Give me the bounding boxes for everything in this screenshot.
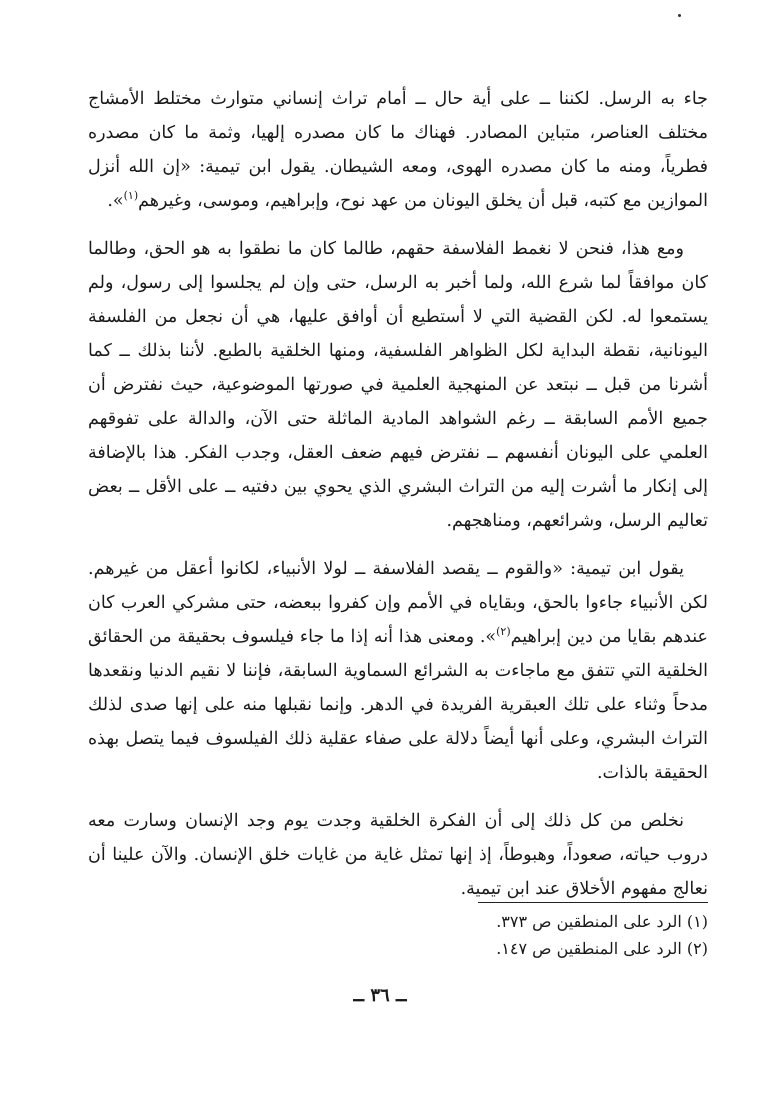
footnote-2: (٢) الرد على المنطقين ص ١٤٧. [496, 939, 708, 958]
paragraph-1-tail: ». [107, 191, 124, 211]
footnote-divider [478, 902, 708, 903]
paragraph-3-text: يقول ابن تيمية: «والقوم ــ يقصد الفلاسفة ــ لولا الأنبياء، لكانوا أعقل من غيرهم. لكن الأنبياء جاءوا بالحق، وبقاياه في الأمم وإن كفروا ببعضه، حتى مشركي العرب كان عندهم بقايا من دين إبراهيم [88, 559, 708, 647]
scan-speck [678, 14, 681, 17]
footnotes [300, 908, 708, 962]
paragraph-1-text: جاء به الرسل. لكننا ــ على أية حال ــ أمام تراث إنساني متوارث مختلط الأمشاج مختلف العناصر، متباين المصادر. فهناك ما كان مصدره إلهيا، وثمة ما كان مصدره فطرياً، ومنه ما كان مصدره الهوى، ومعه الشيطان. يقول ابن تيمية: «إن الله أنزل الموازين مع كتبه، قبل أن يخلق اليونان من عهد نوح، وإبراهيم، وموسى، وغيرهم [88, 89, 708, 211]
paragraph-2: ومع هذا، فنحن لا نغمط الفلاسفة حقهم، طالما كان ما نطقوا به هو الحق، وطالما كان موافقاً لما شرع الله، ولما أخبر به الرسل، حتى وإن لم يجلسوا إلى رسول، ولم يستمعوا له. لكن القضية التي لا أستطيع أن أوافق عليها، هي أن نجعل من الفلسفة اليونانية، نقطة البداية لكل الظواهر الفلسفية، ومنها الخلقية بالطبع. لأننا بذلك ــ كما أشرنا من قبل ــ نبتعد عن المنهجية العلمية في صورتها الموضوعية، حيث نفترض أن جميع الأمم السابقة ــ رغم الشواهد المادية الماثلة حتى الآن، والدالة على تفوقهم العلمي على اليونان أنفسهم ــ نفترض فيهم ضعف العقل، وجدب الفكر. هذا بالإضافة إلى إنكار ما أشرت إليه من التراث البشري الذي يحوي بين دفتيه ــ على الأقل ــ بعض تعاليم الرسل، وشرائعهم، ومناهجهم. [88, 239, 708, 531]
paragraph-1 [88, 82, 708, 218]
footnote-ref-1: (١) [123, 189, 139, 203]
footnote-1: (١) الرد على المنطقين ص ٣٧٣. [496, 912, 708, 931]
page-body [88, 82, 708, 920]
page-number: ــ ٣٦ ــ [353, 985, 407, 1006]
paragraph-3-tail: ». ومعنى هذا أنه إذا ما جاء فيلسوف بحقيقة من الحقائق الخلقية التي تتفق مع ماجاءت به الشرائع السماوية السابقة، فإننا لا نقيم الدنيا ونقعدها مدحاً وثناء على تلك العبقرية الفريدة في الدهر. وإنما نقبلها منه على إنها صدى لذلك التراث البشري، وعلى أنها أيضاً دلالة على صفاء عقلية ذلك الفيلسوف فيما يتصل بهذه الحقيقة بالذات. [88, 627, 708, 783]
paragraph-3 [88, 552, 708, 790]
footnote-ref-2: (٢) [496, 625, 511, 639]
paragraph-4: نخلص من كل ذلك إلى أن الفكرة الخلقية وجدت يوم وجد الإنسان وسارت معه دروب حياته، صعوداً، وهبوطاً، إذ إنها تمثل غاية من غايات خلق الإنسان. والآن علينا أن نعالج مفهوم الأخلاق عند ابن تيمية. [88, 811, 708, 899]
